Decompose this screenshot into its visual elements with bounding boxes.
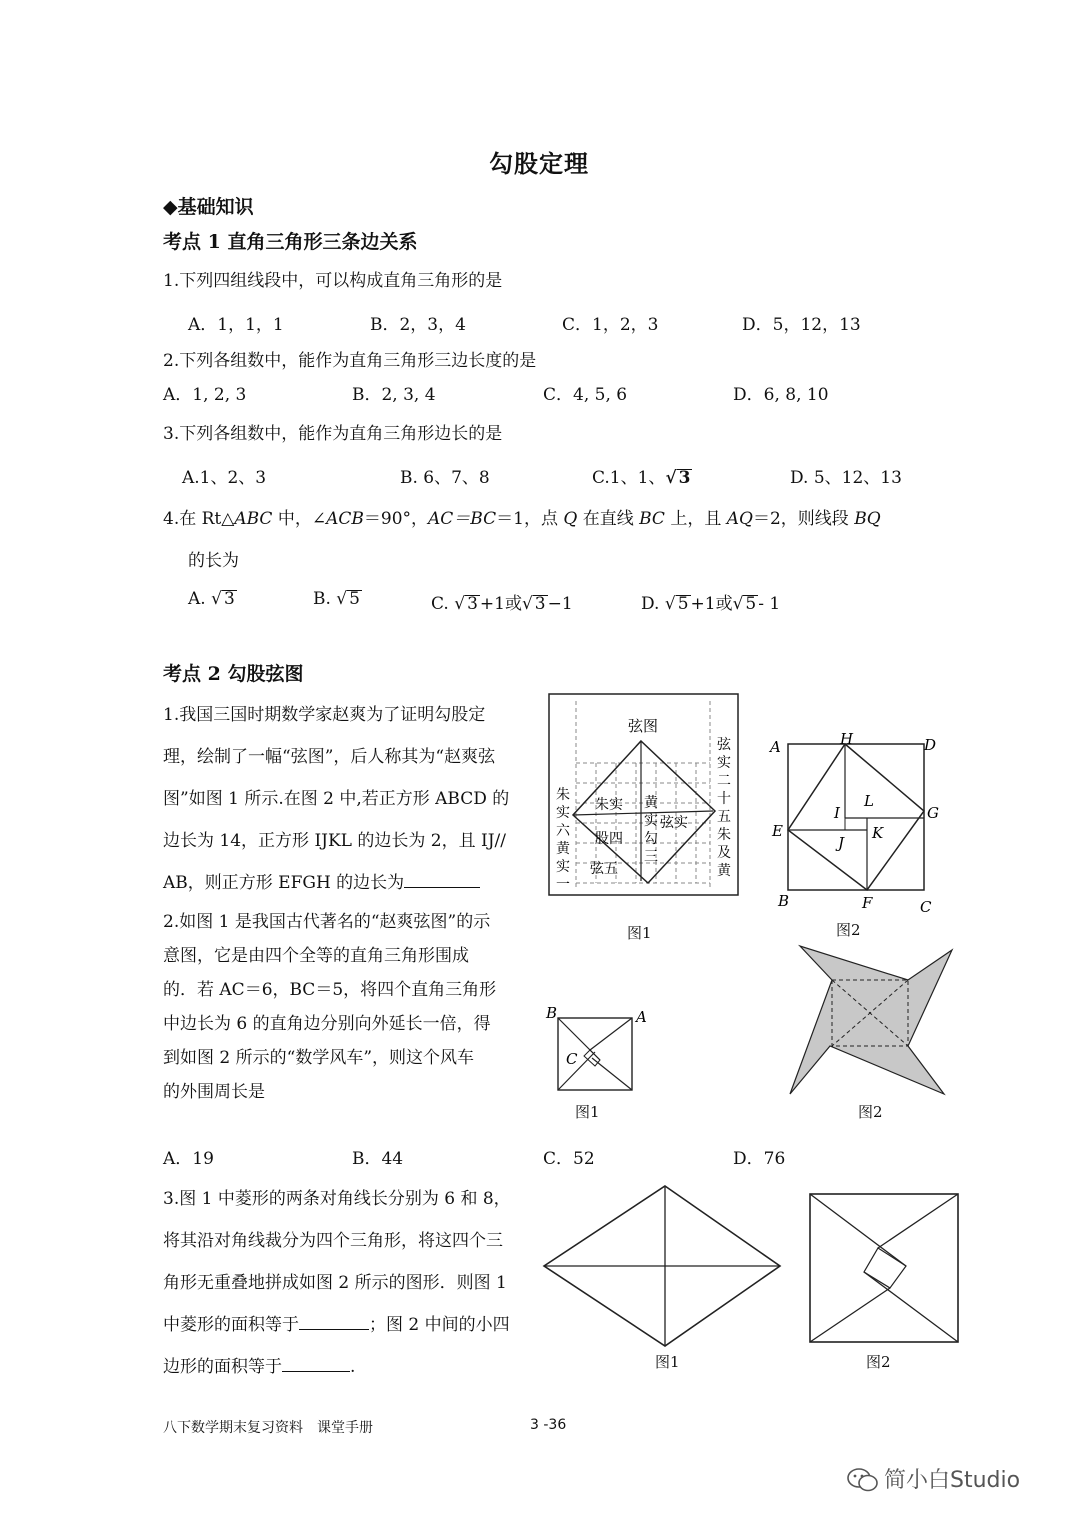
q2-option-b: B．2, 3, 4 [352,385,436,405]
q4-radicand: 5 [745,594,757,614]
xiantu-label-gou: 勾三 [644,831,658,865]
xiantu-label-left: 朱实六黄实一 [556,787,570,893]
point-label: B [778,892,790,910]
q3-option-b: B. 6、7、8 [400,468,490,488]
q4-option-b: B. √ 5 [313,589,360,609]
q2-stem: 2.下列各组数中，能作为直角三角形三边长度的是 [163,351,537,371]
x1-line: 图”如图 1 所示.在图 2 中,若正方形 ABCD 的 [163,789,510,809]
x3-line: 3.图 1 中菱形的两条对角线长分别为 6 和 8， [163,1189,511,1209]
xiantu-title: 弦图 [628,717,659,735]
footer-left: 八下数学期末复习资料 课堂手册 [163,1420,373,1436]
q4-text: ＝90°， [363,509,429,529]
x3-text: . [350,1357,356,1377]
x3-line: 将其沿对角线裁分为四个三角形，将这四个三 [163,1231,503,1251]
topic1-heading: 考点 1 直角三角形三条边关系 [163,231,418,253]
x2-line: 意图，它是由四个全等的直角三角形围成 [163,946,469,966]
q4-text: AQ [726,509,753,529]
q4-radicand: 3 [534,594,546,614]
x3-line: 角形无重叠地拼成如图 2 所示的图形．则图 1 [163,1273,507,1293]
x1-fig2-caption: 图2 [836,921,861,939]
x2-option-d: D．76 [733,1149,786,1169]
x1-line-last [163,868,480,893]
point-label: E [772,822,783,840]
q4-option-a-label: A. [188,589,206,609]
x3-text: ；图 2 中间的小四 [369,1315,510,1335]
x1-answer-blank[interactable] [404,871,480,888]
xiantu-label-huang: 黄实 [644,795,658,829]
x2-fig2-caption: 图2 [858,1103,883,1121]
q2-option-c: C．4, 5, 6 [543,385,628,405]
q3-option-c-label: C.1、1、 [592,468,666,488]
xiantu-figure [548,693,741,898]
x2-option-c: C．52 [543,1149,595,1169]
x1-text: AB，则正方形 EFGH 的边长为 [163,873,405,893]
x2-line: 的．若 AC＝6，BC＝5，将四个直角三角形 [163,980,497,1000]
x3-fig2-caption: 图2 [866,1353,891,1371]
q4-radicand: 5 [349,589,360,609]
q1-option-d: D．5，12，13 [742,315,861,335]
q4-radicand: 3 [223,589,235,609]
x3-small-quad-area-blank[interactable] [282,1355,350,1372]
q4-text: −1 [547,594,573,614]
q3-option-c-radicand: 3 [678,468,691,488]
x2-fig1-caption: 图1 [575,1103,600,1121]
q4-stem-line2: 的长为 [188,551,239,571]
point-label: L [864,792,874,810]
xiantu-label-xianshi: 弦实 [660,815,688,831]
point-label: F [862,894,873,912]
xiantu-label-zhushi: 朱实 [595,797,623,813]
q4-text: ＝1，点 [496,509,564,529]
section-heading: ◆基础知识 [163,196,254,218]
q4-option-d-label: D. [641,594,660,614]
q4-text: 上，且 [664,509,727,529]
x2-option-a: A．19 [163,1149,214,1169]
q4-text: +1或 [690,594,733,614]
q3-option-c: C.1、1、√ 3 [592,468,691,488]
x3-rhombus-area-blank[interactable] [299,1313,369,1330]
x2-line: 中边长为 6 的直角边分别向外延长一倍，得 [163,1014,491,1034]
x1-line: 1.我国三国时期数学家赵爽为了证明勾股定 [163,705,486,725]
q4-option-d: D. √ 5 +1或√ 5 - 1 [641,594,781,614]
x1-line: 边长为 14，正方形 IJKL 的边长为 2，且 IJ// [163,831,506,851]
point-label: H [840,732,854,748]
q4-text: +1或 [479,594,522,614]
q4-text: ACB [326,509,364,529]
q4-text: ABC [234,509,273,529]
square-abcd-figure [766,732,946,918]
x1-line: 理，绘制了一幅“弦图”，后人称其为“赵爽弦 [163,747,496,767]
x3-text: 边形的面积等于 [163,1357,282,1377]
point-label: G [927,804,939,822]
math-windmill-figure [786,942,956,1098]
q4-text: AC＝BC [428,509,497,529]
topic2-heading: 考点 2 勾股弦图 [163,663,304,685]
footer-page-number: 3 -36 [530,1417,567,1433]
point-label: C [920,898,932,916]
point-label: A [636,1008,647,1026]
q4-option-b-label: B. [313,589,331,609]
q4-option-a: A. √ 3 [188,589,235,609]
x2-line: 的外围周长是 [163,1082,265,1102]
q1-option-b: B．2，3，4 [370,315,466,335]
x2-line: 2.如图 1 是我国古代著名的“赵爽弦图”的示 [163,912,491,932]
watermark-text: 简小白Studio [884,1468,1021,1493]
point-label: J [838,834,845,852]
q4-option-c: C. √ 3 +1或√ 3 −1 [431,594,573,614]
q4-text: ＝2，则线段 [752,509,855,529]
q1-option-c: C．1，2，3 [562,315,659,335]
page-title: 勾股定理 [489,149,589,178]
q1-option-a: A．1，1，1 [188,315,284,335]
q2-option-d: D．6, 8, 10 [733,385,829,405]
q1-stem: 1.下列四组线段中，可以构成直角三角形的是 [163,271,503,291]
q4-text: 在直线 [577,509,640,529]
q3-stem: 3.下列各组数中，能作为直角三角形边长的是 [163,424,503,444]
q4-text: - 1 [758,594,781,614]
q2-option-a: A．1, 2, 3 [163,385,247,405]
point-label: I [834,804,840,822]
q4-text: 4.在 Rt△ [163,509,235,529]
point-label: A [770,738,781,756]
rhombus-figure [540,1182,785,1350]
q4-text: BQ [854,509,881,529]
xiantu-label-xian: 弦五 [590,861,618,877]
x3-line [163,1352,355,1377]
x2-option-b: B．44 [352,1149,404,1169]
x1-fig1-caption: 图1 [627,924,652,942]
point-label: B [546,1004,558,1022]
x3-line [163,1310,510,1335]
q4-stem [163,504,881,529]
x3-text: 中菱形的面积等于 [163,1315,299,1335]
q4-radicand: 5 [677,594,689,614]
q4-radicand: 3 [467,594,478,614]
xiantu-label-right: 弦实二十五朱及黄 [717,737,731,879]
wechat-icon [846,1466,880,1499]
q4-option-c-label: C. [431,594,449,614]
q4-text: BC [639,509,665,529]
x2-line: 到如图 2 所示的“数学风车”，则这个风车 [163,1048,475,1068]
q4-text: 中，∠ [272,509,327,529]
point-label: D [924,736,937,754]
xiantu-label-gu: 股四 [595,831,623,847]
point-label: C [566,1050,578,1068]
x3-fig1-caption: 图1 [655,1353,680,1371]
q3-option-a: A.1、2、3 [182,468,267,488]
square-four-triangles-figure [806,1190,961,1346]
q4-text: Q [563,509,578,529]
zhaoshuang-small-figure [540,1002,655,1094]
q3-option-d: D. 5、12、13 [790,468,902,488]
point-label: K [872,824,884,842]
